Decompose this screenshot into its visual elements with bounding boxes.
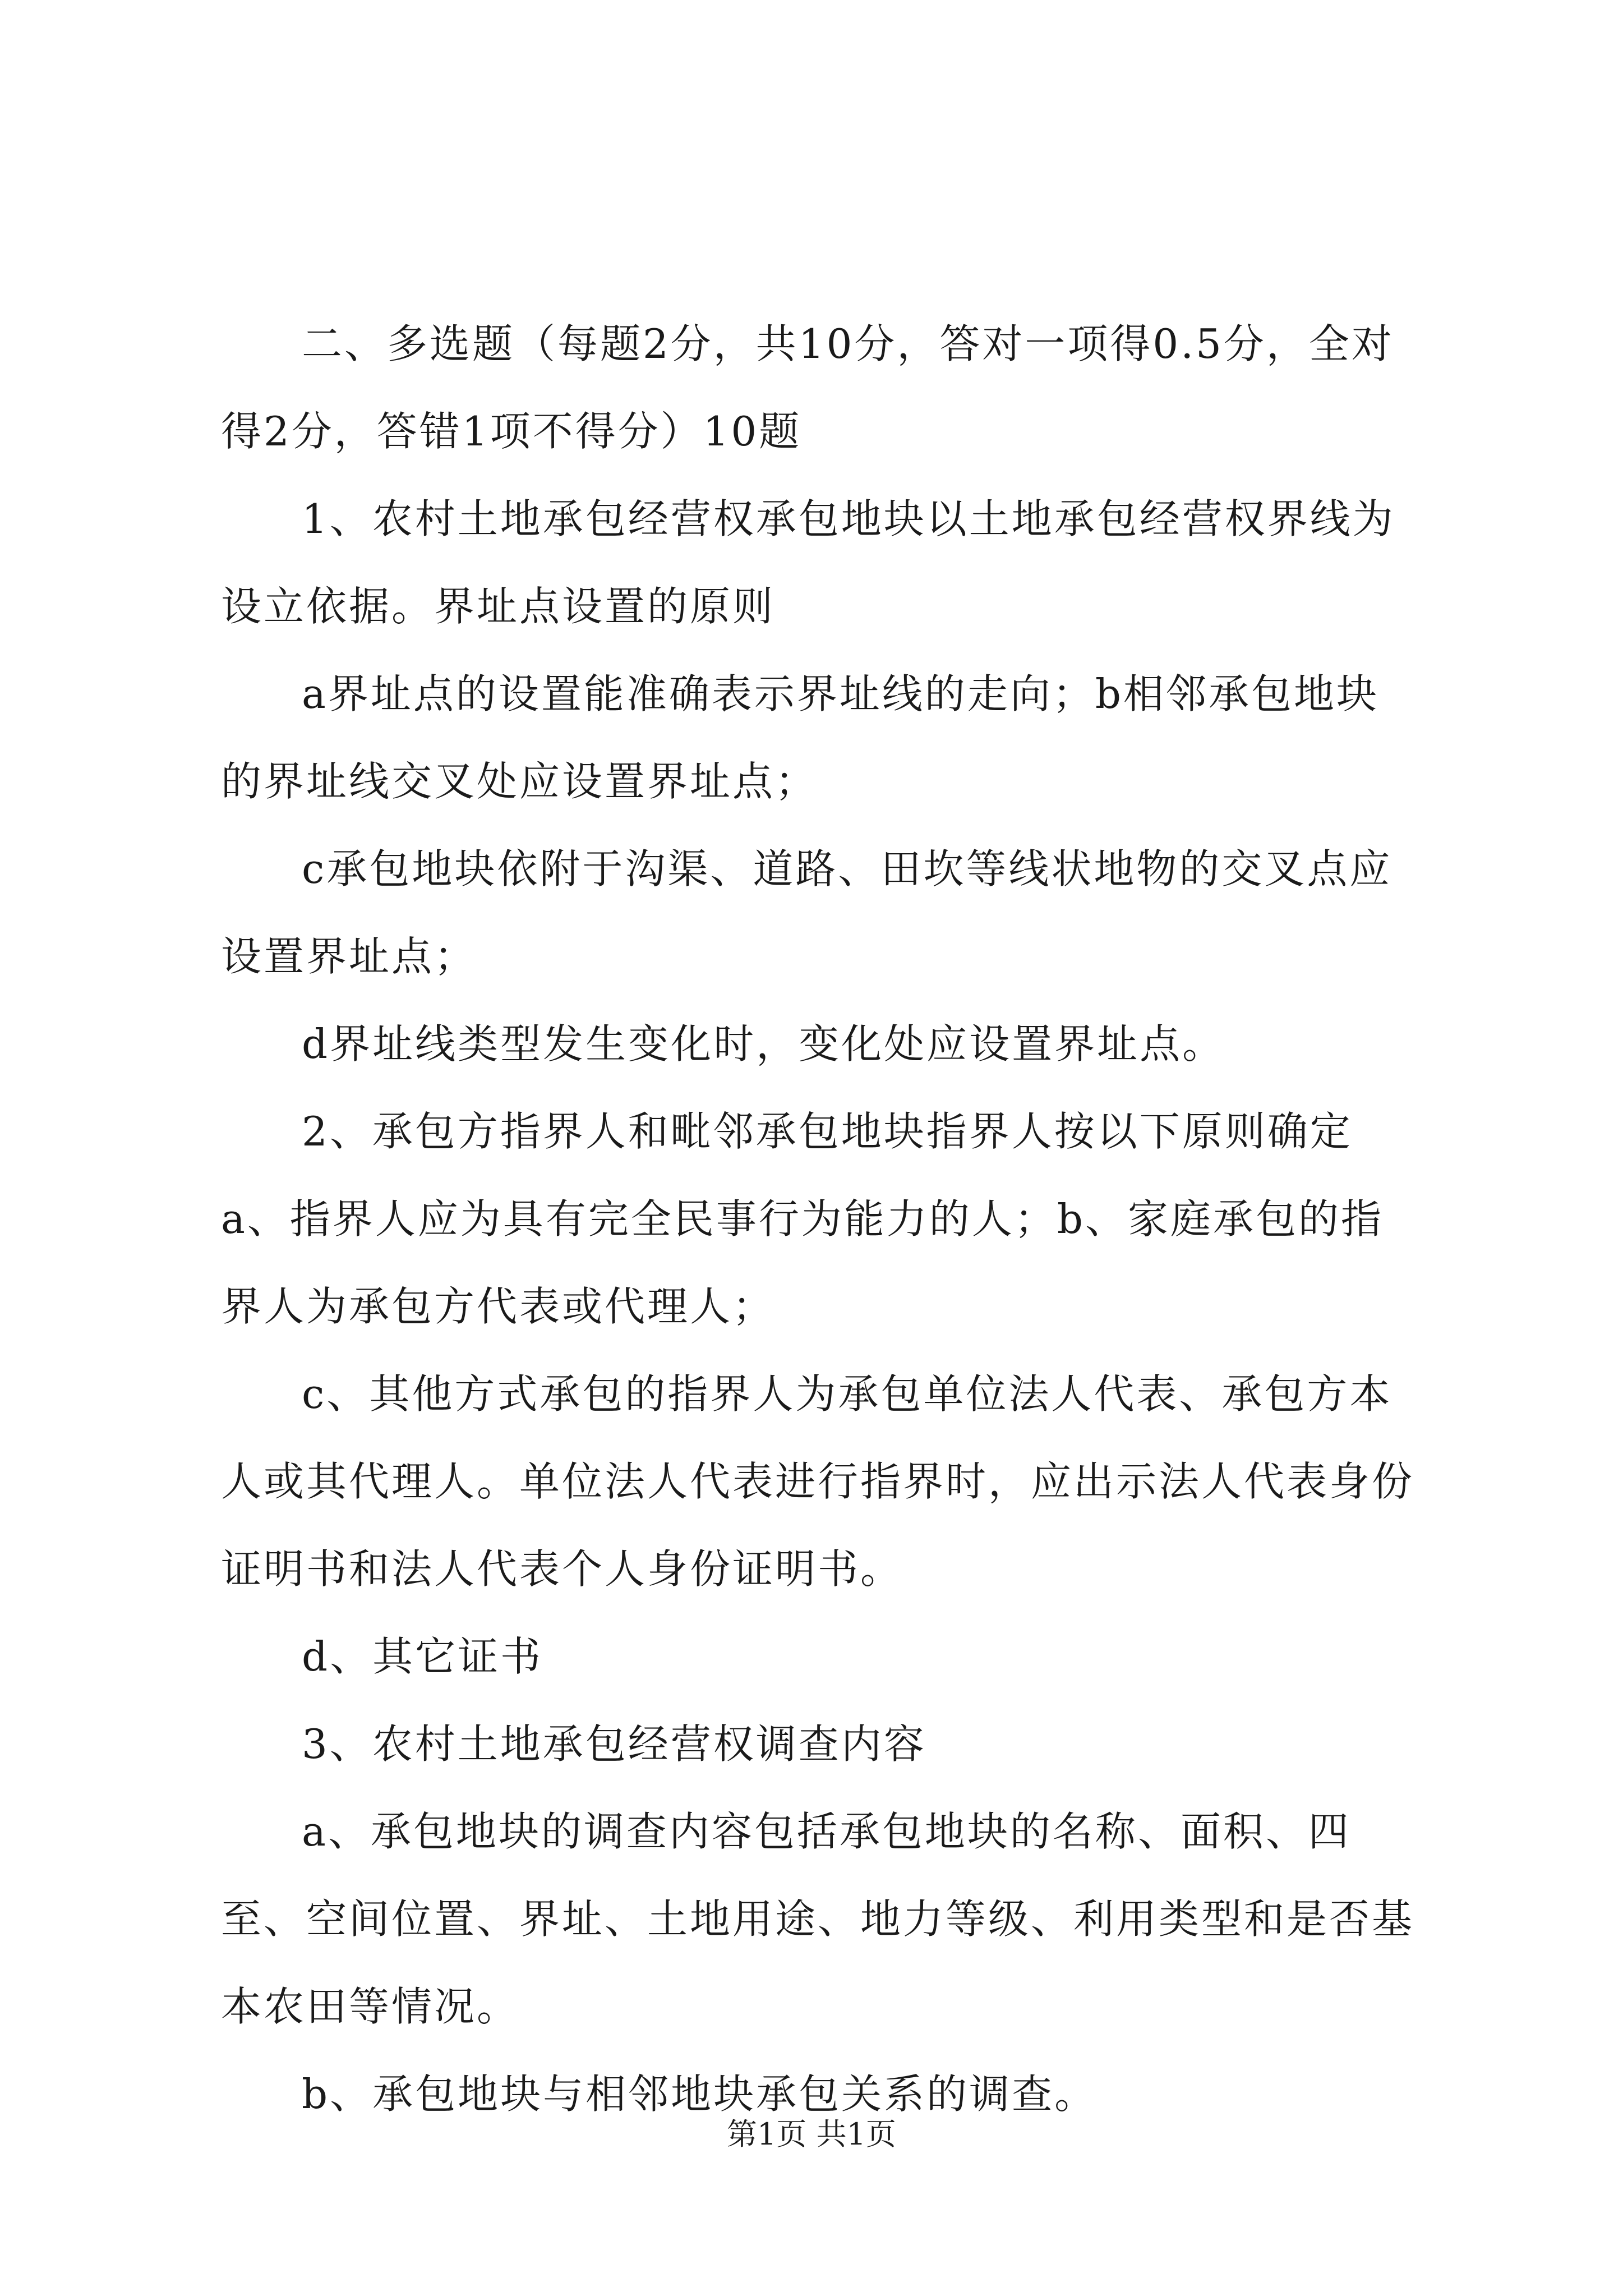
section-heading: 二、多选题（每题2分，共10分，答对一项得0.5分，全对得2分，答错1项不得分）10题 bbox=[221, 320, 1394, 455]
question-3-option-b: b、承包地块与相邻地块承包关系的调查。 bbox=[302, 2070, 1098, 2118]
question-2-option-d: d、其它证书 bbox=[302, 1633, 543, 1680]
document-body bbox=[221, 300, 1421, 2138]
question-1-option-d: d界址线类型发生变化时，变化处应设置界址点。 bbox=[302, 1020, 1225, 1068]
question-3-option-a: a、承包地块的调查内容包括承包地块的名称、面积、四至、空间位置、界址、土地用途、地力等级、利用类型和是否基本农田等情况。 bbox=[221, 1808, 1415, 2030]
question-1-option-ab: a界址点的设置能准确表示界址线的走向；b相邻承包地块的界址线交叉处应设置界址点； bbox=[221, 670, 1380, 805]
question-2: 2、承包方指界人和毗邻承包地块指界人按以下原则确定a、指界人应为具有完全民事行为能力的人；b、家庭承包的指界人为承包方代表或代理人； bbox=[221, 1108, 1384, 1330]
question-1: 1、农村土地承包经营权承包地块以土地承包经营权界线为设立依据。界址点设置的原则 bbox=[221, 495, 1395, 630]
question-2-option-c: c、其他方式承包的指界人为承包单位法人代表、承包方本人或其代理人。单位法人代表进行指界时，应出示法人代表身份证明书和法人代表个人身份证明书。 bbox=[221, 1370, 1415, 1593]
question-3: 3、农村土地承包经营权调查内容 bbox=[302, 1720, 926, 1768]
question-1-option-c: c承包地块依附于沟渠、道路、田坎等线状地物的交叉点应设置界址点； bbox=[221, 845, 1393, 980]
page-footer: 第1页 共1页 bbox=[727, 2116, 896, 2152]
